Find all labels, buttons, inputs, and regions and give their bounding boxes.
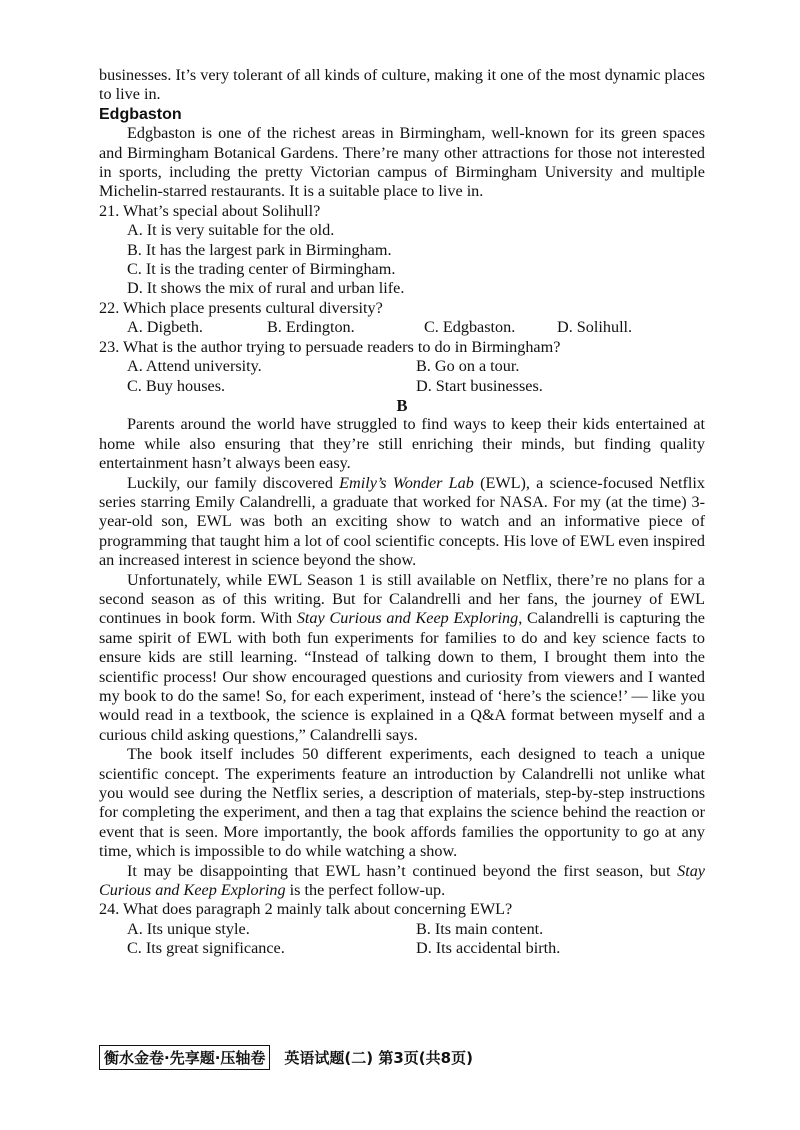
question-21-option-d: D. It shows the mix of rural and urban life. [127, 279, 405, 298]
intro-paragraph-end: businesses. It’s very tolerant of all kinds of culture, making it one of the most dynamic places to live in. [99, 66, 705, 104]
exam-series-label: 衡水金卷·先享题·压轴卷 [99, 1045, 270, 1070]
question-23 [99, 338, 705, 396]
question-23-stem: 23. What is the author trying to persuade readers to do in Birmingham? [99, 337, 561, 356]
section-heading-edgbaston: Edgbaston [99, 105, 182, 123]
question-22 [99, 299, 705, 338]
question-24-stem: 24. What does paragraph 2 mainly talk about concerning EWL? [99, 900, 513, 919]
question-22-option-b: B. Erdington. [267, 318, 355, 337]
exam-page [99, 66, 705, 959]
question-22-option-c: C. Edgbaston. [424, 318, 516, 337]
question-21-stem: 21. What’s special about Solihull? [99, 201, 321, 220]
page-number-info: 英语试题(二) 第3页(共8页) [284, 1049, 473, 1067]
book-title: Stay Curious and Keep Exploring [296, 609, 519, 628]
question-21 [99, 202, 705, 299]
question-23-option-a: A. Attend university. [127, 357, 262, 376]
passage-b-paragraph-3: Unfortunately, while EWL Season 1 is still available on Netflix, there’re no plans for a second season as of this writing. But for Calandrelli and her fans, the journey of EWL continues in book form. With Stay Curious and Keep Exploring, Calandrelli is capturing the same spirit of EWL with both fun experiments for families to do and key science facts to ensure kids are still learning. “Instead of talking down to them, I brought them into the scientific process! Our show encouraged questions and curiosity from viewers and I wanted my book to do the same! So, for each experiment, instead of ‘here’s the science!’ — like you would read in a textbook, the science is explained in a Q&A format between myself and a curious child asking questions,” Calandrelli says. [99, 570, 705, 744]
passage-b-paragraph-2: Luckily, our family discovered Emily’s Wonder Lab (EWL), a science-focused Netflix series starring Emily Calandrelli, a graduate that worked for NASA. For my (at the time) 3-year-old son, EWL was both an exciting show to watch and an informative piece of programming that taught him a lot of cool scientific concepts. His love of EWL even inspired an increased interest in science beyond the show. [99, 473, 705, 570]
question-24-option-d: D. Its accidental birth. [416, 939, 561, 958]
question-24-option-a: A. Its unique style. [127, 919, 250, 938]
section-b-label: B [396, 395, 408, 415]
question-23-option-d: D. Start businesses. [416, 376, 543, 395]
question-23-option-b: B. Go on a tour. [416, 357, 520, 376]
passage-b-paragraph-1: Parents around the world have struggled to find ways to keep their kids entertained at home while also ensuring that they’re still enriching their minds, but finding quality entertainment hasn’t always been easy. [99, 415, 705, 473]
page-footer [99, 1045, 473, 1070]
question-21-option-c: C. It is the trading center of Birmingham. [127, 260, 396, 279]
question-22-stem: 22. Which place presents cultural diversity? [99, 298, 383, 317]
edgbaston-paragraph: Edgbaston is one of the richest areas in Birmingham, well-known for its green spaces and Birmingham Botanical Gardens. There’re many other attractions for those not interested in sports, including the pretty Victorian campus of Birmingham University and multiple Michelin-starred restaurants. It is a suitable place to live in. [99, 124, 705, 201]
question-24-option-c: C. Its great significance. [127, 939, 285, 958]
question-22-option-d: D. Solihull. [557, 318, 633, 337]
passage-b-paragraph-5: It may be disappointing that EWL hasn’t continued beyond the first season, but Stay Curious and Keep Exploring is the perfect follow-up. [99, 861, 705, 900]
question-22-option-a: A. Digbeth. [127, 318, 203, 337]
question-24 [99, 900, 705, 958]
question-21-option-b: B. It has the largest park in Birmingham. [127, 240, 392, 259]
show-title: Emily’s Wonder Lab [339, 473, 474, 492]
book-title: Stay Curious and Keep Exploring [99, 861, 705, 900]
question-24-option-b: B. Its main content. [416, 919, 544, 938]
question-23-option-c: C. Buy houses. [127, 376, 226, 395]
question-21-option-a: A. It is very suitable for the old. [127, 221, 335, 240]
passage-b-paragraph-4: The book itself includes 50 different experiments, each designed to teach a unique scientific concept. The experiments feature an introduction by Calandrelli not unlike what you would see during the Netflix series, a description of materials, step-by-step instructions for completing the experiment, and then a tag that explains the science behind the reaction or event that is seen. More importantly, the book affords families the opportunity to go at any time, which is impossible to do while watching a show. [99, 745, 705, 861]
